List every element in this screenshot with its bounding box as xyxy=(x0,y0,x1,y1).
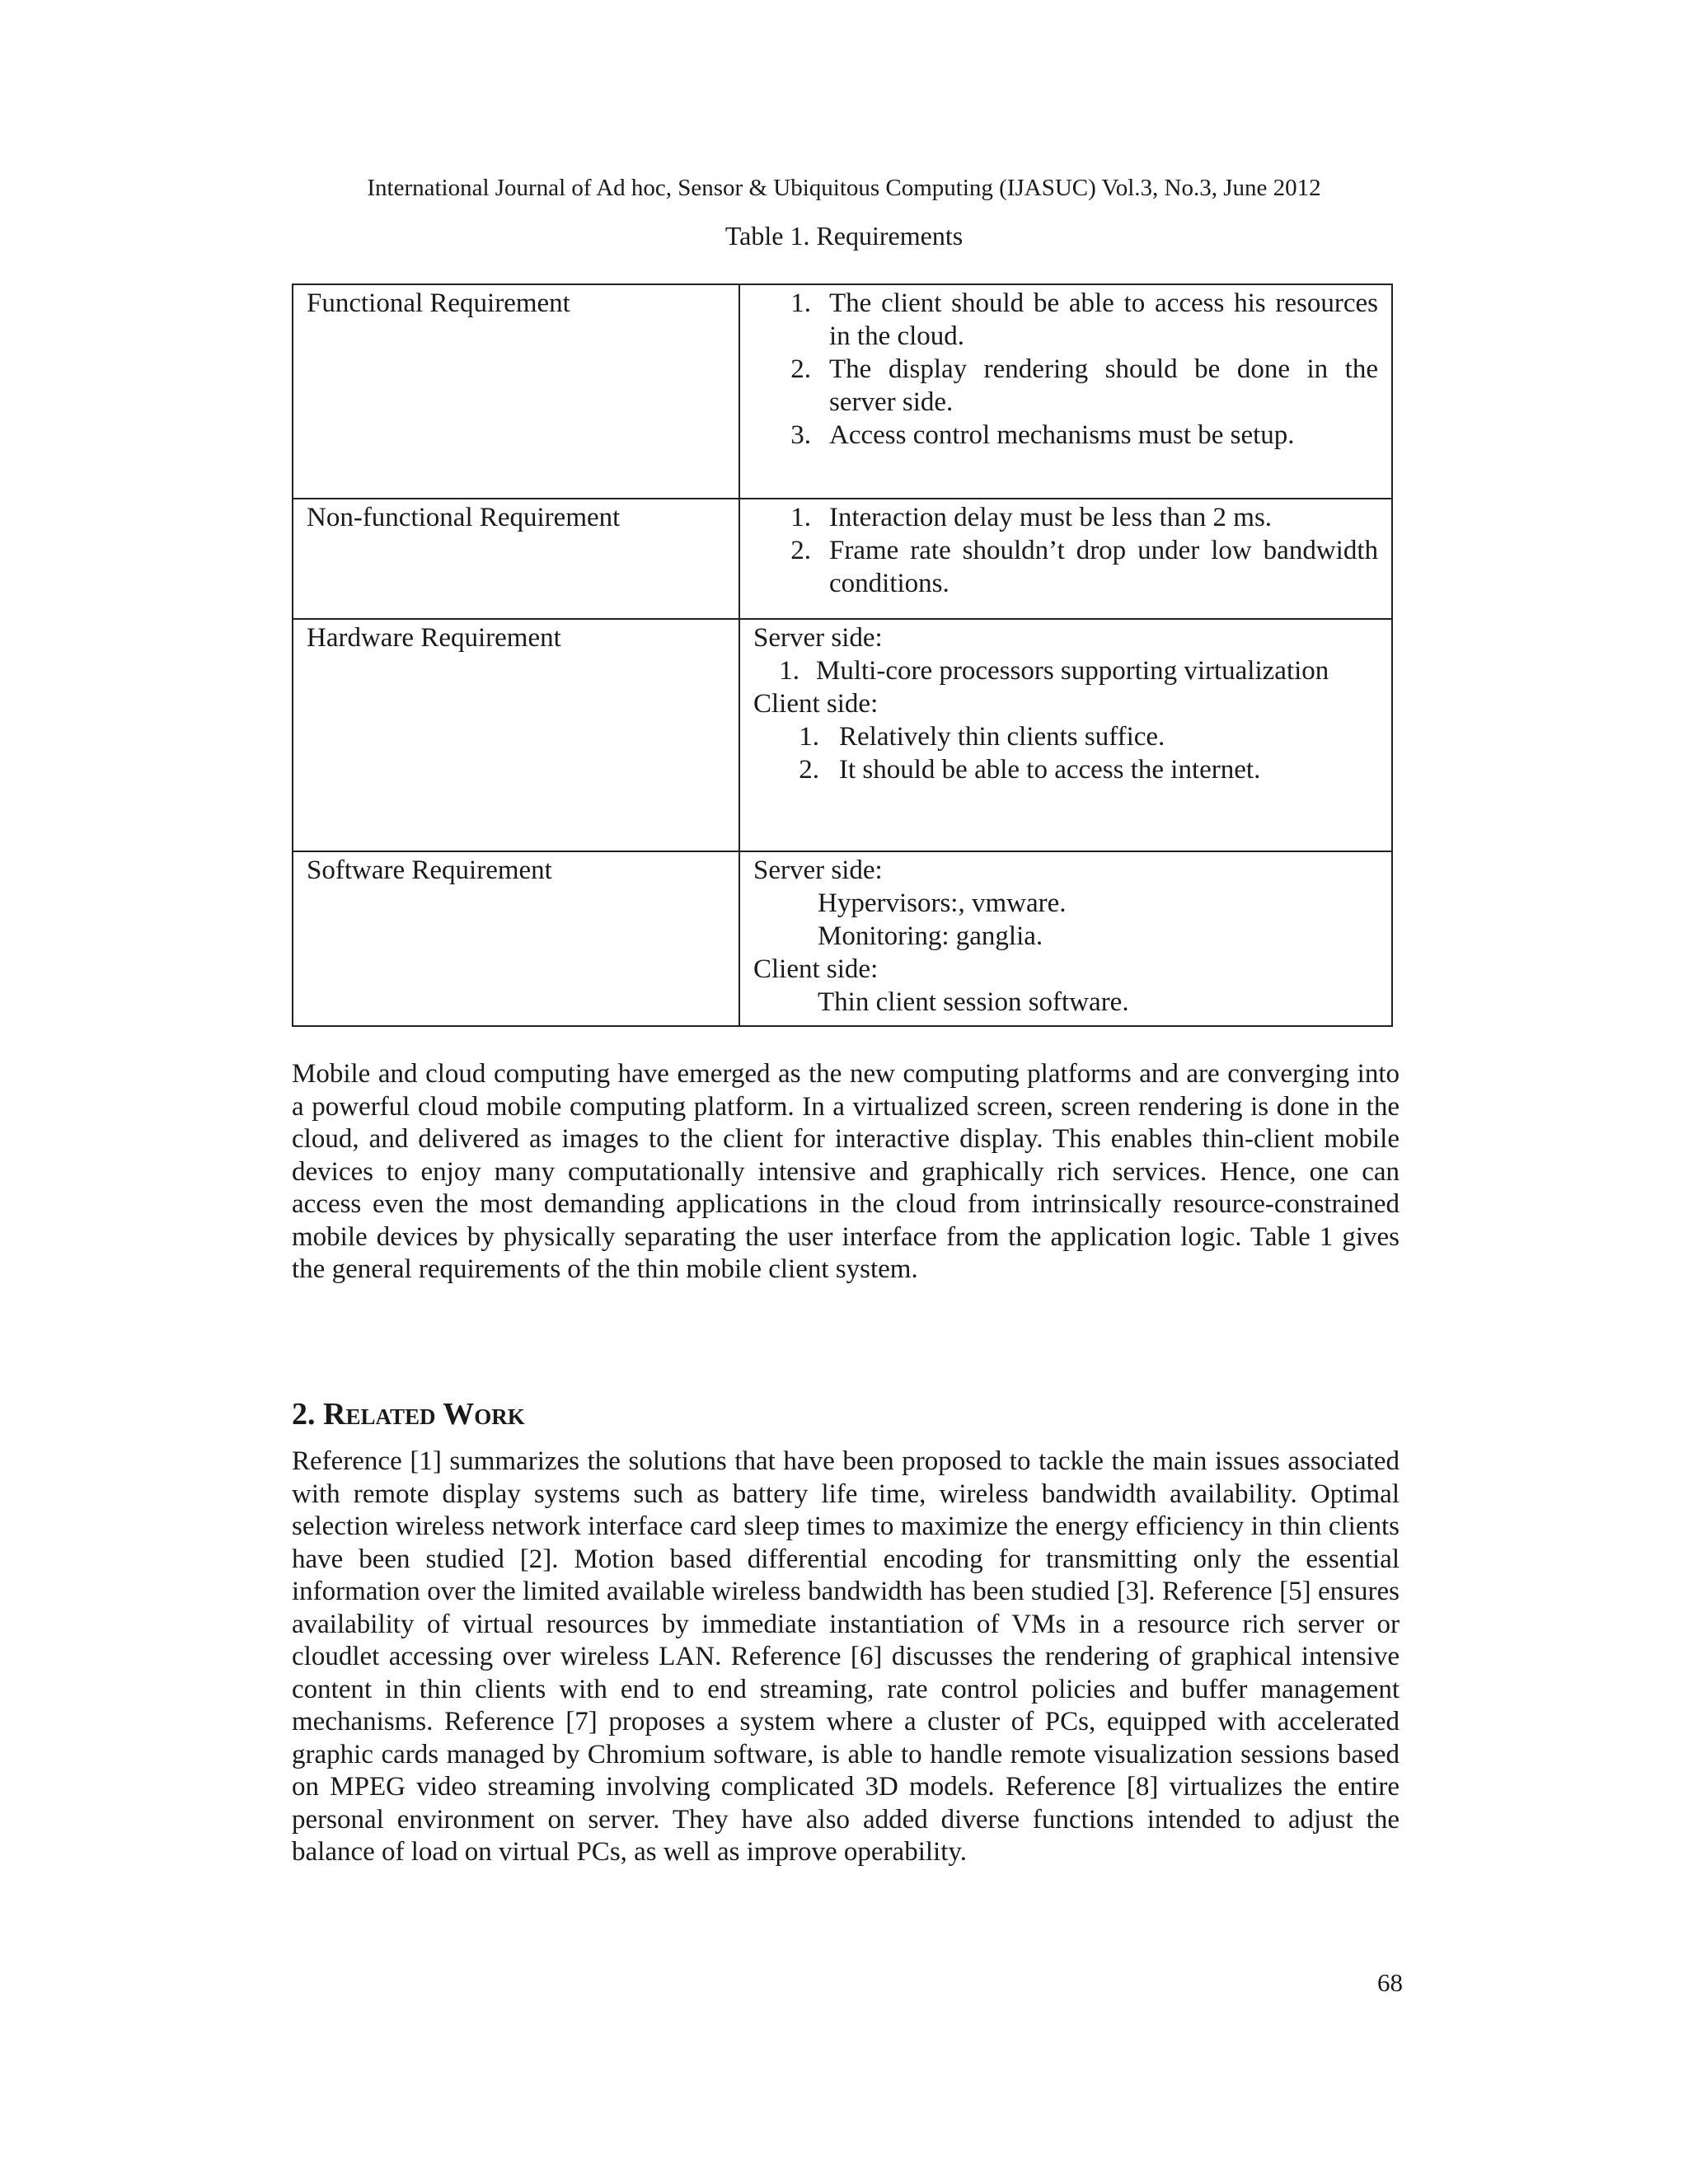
list-item xyxy=(753,419,1378,452)
row-content xyxy=(739,284,1392,499)
server-line: Monitoring: ganglia. xyxy=(818,921,1043,951)
list-item xyxy=(753,753,1378,786)
item-text: Interaction delay must be less than 2 ms. xyxy=(829,503,1273,532)
item-number: 1. xyxy=(779,656,799,686)
item-text: Relatively thin clients suffice. xyxy=(839,722,1165,752)
list-item xyxy=(753,501,1378,534)
table-row xyxy=(293,619,1392,851)
item-number: 2. xyxy=(790,354,811,384)
item-text: Multi-core processors supporting virtualization xyxy=(816,656,1329,686)
list-item xyxy=(753,720,1378,753)
list-item xyxy=(753,353,1378,419)
client-side-heading: Client side: xyxy=(753,954,879,984)
row-label: Functional Requirement xyxy=(293,284,739,499)
page-number: 68 xyxy=(1377,1968,1403,1997)
server-side-heading: Server side: xyxy=(753,623,883,653)
item-text: Frame rate shouldn’t drop under low bandwidth conditions. xyxy=(829,536,1378,598)
row-content xyxy=(739,851,1392,1026)
item-number: 2. xyxy=(799,755,819,785)
section-title-text: Related Work xyxy=(323,1397,525,1432)
item-text: Access control mechanisms must be setup. xyxy=(829,420,1295,450)
table-caption: Table 1. Requirements xyxy=(724,221,964,251)
row-label: Non-functional Requirement xyxy=(293,499,739,619)
item-text: The client should be able to access his resources in the cloud. xyxy=(829,288,1378,351)
table-row xyxy=(293,284,1392,499)
list-item xyxy=(753,534,1378,600)
section-heading xyxy=(292,1396,525,1432)
list-item xyxy=(753,654,1378,687)
item-number: 2. xyxy=(790,536,811,565)
table-row xyxy=(293,499,1392,619)
item-number: 1. xyxy=(799,722,819,752)
item-number: 1. xyxy=(790,288,811,318)
item-text: The display rendering should be done in the server side. xyxy=(829,354,1378,417)
intro-paragraph: Mobile and cloud computing have emerged as the new computing platforms and are converging into a powerful cloud mobile computing platform. In a virtualized screen, screen rendering is done in the cloud, and delivered as images to the client for interactive display. This enables thin-client mobile devices to enjoy many computationally intensive and graphically rich services. Hence, one can access even the most demanding applications in the cloud from intrinsically resource-constrained mobile devices by physically separating the user interface from the application logic. Table 1 gives the general requirements of the thin mobile client system. xyxy=(292,1059,1400,1284)
row-content xyxy=(739,619,1392,851)
running-header: International Journal of Ad hoc, Sensor & Ubiquitous Computing (IJASUC) Vol.3, No.3, June 2012 xyxy=(367,175,1321,201)
row-content xyxy=(739,499,1392,619)
row-label: Software Requirement xyxy=(293,851,739,1026)
row-label: Hardware Requirement xyxy=(293,619,739,851)
client-side-heading: Client side: xyxy=(753,689,879,719)
client-line: Thin client session software. xyxy=(818,987,1129,1017)
requirements-table xyxy=(292,284,1393,1027)
item-text: It should be able to access the internet. xyxy=(839,755,1261,785)
section-number: 2. xyxy=(292,1397,316,1432)
server-line: Hypervisors:, vmware. xyxy=(818,888,1067,918)
server-side-heading: Server side: xyxy=(753,855,883,885)
item-number: 1. xyxy=(790,503,811,532)
related-work-paragraph: Reference [1] summarizes the solutions that have been proposed to tackle the main issues associated with remote display systems such as battery life time, wireless bandwidth availability. Optimal selection wireless network interface card sleep times to maximize the energy efficiency in thin clients have been studied [2]. Motion based differential encoding for transmitting only the essential information over the limited available wireless bandwidth has been studied [3]. Reference [5] ensures availability of virtual resources by immediate instantiation of VMs in a resource rich server or cloudlet accessing over wireless LAN. Reference [6] discusses the rendering of graphical intensive content in thin clients with end to end streaming, rate control policies and buffer management mechanisms. Reference [7] proposes a system where a cluster of PCs, equipped with accelerated graphic cards managed by Chromium software, is able to handle remote visualization sessions based on MPEG video streaming involving complicated 3D models. Reference [8] virtualizes the entire personal environment on server. They have also added diverse functions intended to adjust the balance of load on virtual PCs, as well as improve operability. xyxy=(292,1446,1400,1867)
table-row xyxy=(293,851,1392,1026)
item-number: 3. xyxy=(790,420,811,450)
list-item xyxy=(753,287,1378,353)
